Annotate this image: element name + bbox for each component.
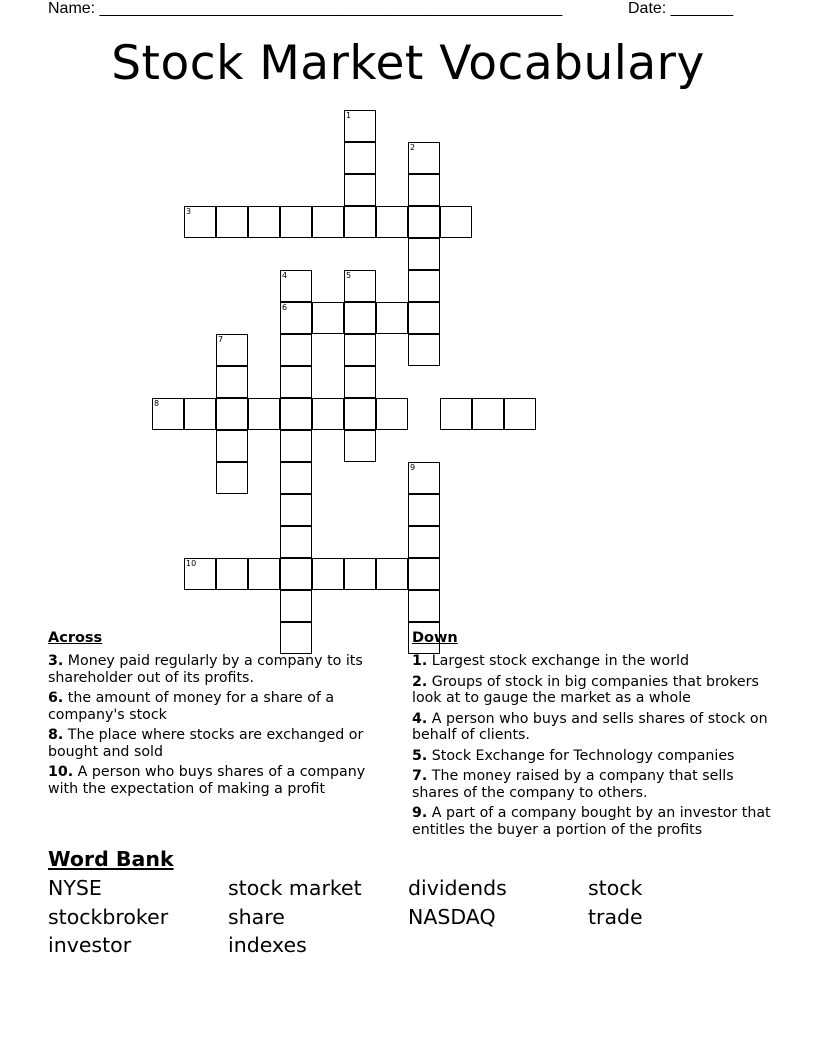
clue-across-10: [48, 764, 388, 797]
grid-cell[interactable]: [280, 366, 312, 398]
word-bank-item: dividends: [408, 876, 507, 900]
grid-cell[interactable]: [376, 302, 408, 334]
grid-cell[interactable]: [344, 270, 376, 302]
clue-text: A part of a company bought by an investor that entitles the buyer a portion of the profits: [412, 805, 771, 838]
grid-cell[interactable]: [408, 142, 440, 174]
word-bank-item: stockbroker: [48, 904, 169, 929]
grid-cell[interactable]: [216, 398, 248, 430]
word-bank-item: NASDAQ: [408, 904, 496, 929]
cell-number: 5: [346, 271, 352, 280]
cell-number: 6: [282, 303, 288, 312]
grid-cell[interactable]: [312, 398, 344, 430]
grid-cell[interactable]: [184, 206, 216, 238]
grid-cell[interactable]: [376, 206, 408, 238]
grid-cell[interactable]: [280, 430, 312, 462]
grid-cell[interactable]: [376, 558, 408, 590]
grid-cell[interactable]: [376, 398, 408, 430]
word-bank-item: investor: [48, 933, 132, 957]
grid-cell[interactable]: [280, 398, 312, 430]
grid-cell[interactable]: [216, 206, 248, 238]
word-bank-list: [48, 876, 768, 958]
clue-number: 3.: [48, 653, 64, 669]
grid-cell[interactable]: [248, 398, 280, 430]
word-bank-item: stock: [588, 876, 643, 900]
across-clues: [48, 628, 388, 801]
clue-text: Largest stock exchange in the world: [431, 653, 689, 669]
clue-text: The place where stocks are exchanged or bought and sold: [48, 727, 364, 760]
grid-cell[interactable]: [344, 398, 376, 430]
grid-cell[interactable]: [344, 558, 376, 590]
grid-cell[interactable]: [344, 302, 376, 334]
clue-number: 2.: [412, 673, 428, 690]
clue-number: 1.: [412, 653, 428, 669]
across-heading: Across: [48, 630, 103, 646]
grid-cell[interactable]: [440, 206, 472, 238]
word-bank-item: stock market: [228, 876, 362, 900]
grid-cell[interactable]: [344, 206, 376, 238]
grid-cell[interactable]: [280, 334, 312, 366]
word-bank-item: trade: [588, 904, 643, 929]
clue-across-8: [48, 727, 388, 760]
grid-cell[interactable]: [408, 206, 440, 238]
grid-cell[interactable]: [248, 558, 280, 590]
clue-number: 6.: [48, 690, 64, 706]
clue-number: 4.: [412, 710, 428, 727]
grid-cell[interactable]: [280, 270, 312, 302]
grid-cell[interactable]: [408, 590, 440, 622]
clue-down-2: [412, 674, 772, 707]
word-bank-heading: Word Bank: [48, 847, 174, 871]
grid-cell[interactable]: [280, 590, 312, 622]
clue-number: 9.: [412, 805, 428, 821]
grid-cell[interactable]: [216, 462, 248, 494]
clue-text: Money paid regularly by a company to its shareholder out of its profits.: [48, 653, 363, 686]
grid-cell[interactable]: [408, 462, 440, 494]
grid-cell[interactable]: [408, 526, 440, 558]
grid-cell[interactable]: [408, 334, 440, 366]
grid-cell[interactable]: [408, 558, 440, 590]
clue-across-6: [48, 690, 388, 723]
clue-down-4: [412, 711, 772, 744]
clue-number: 8.: [48, 727, 64, 743]
grid-cell[interactable]: [152, 398, 184, 430]
grid-cell[interactable]: [216, 558, 248, 590]
clue-down-5: [412, 748, 772, 765]
grid-cell[interactable]: [344, 334, 376, 366]
clue-number: 7.: [412, 768, 428, 784]
clue-across-3: [48, 653, 388, 686]
grid-cell[interactable]: [280, 526, 312, 558]
grid-cell[interactable]: [344, 366, 376, 398]
cell-number: 4: [282, 271, 288, 280]
word-bank: [48, 846, 768, 958]
clue-text: the amount of money for a share of a company's stock: [48, 690, 335, 723]
grid-cell[interactable]: [280, 494, 312, 526]
grid-cell[interactable]: [408, 174, 440, 206]
cell-number: 9: [410, 463, 416, 472]
down-heading: Down: [412, 630, 458, 646]
down-clues: [412, 628, 772, 842]
date-field[interactable]: Date: _______: [628, 0, 733, 17]
grid-cell[interactable]: [216, 366, 248, 398]
grid-cell[interactable]: [280, 462, 312, 494]
cell-number: 10: [186, 559, 197, 568]
cell-number: 2: [410, 143, 416, 152]
clue-text: A person who buys and sells shares of stock on behalf of clients.: [412, 710, 768, 743]
grid-cell[interactable]: [280, 558, 312, 590]
grid-cell[interactable]: [216, 334, 248, 366]
clue-number: 5.: [412, 747, 428, 764]
clue-number: 10.: [48, 764, 74, 780]
grid-cell[interactable]: [184, 558, 216, 590]
page-title: Stock Market Vocabulary: [111, 36, 705, 91]
clue-text: A person who buys shares of a company with the expectation of making a profit: [48, 764, 366, 797]
grid-cell[interactable]: [344, 142, 376, 174]
word-bank-item: share: [228, 904, 285, 929]
word-bank-item: NYSE: [48, 876, 102, 900]
grid-cell[interactable]: [312, 206, 344, 238]
grid-cell[interactable]: [344, 110, 376, 142]
clue-text: Groups of stock in big companies that brokers look at to gauge the market as a whole: [412, 673, 759, 706]
grid-cell[interactable]: [312, 302, 344, 334]
name-field[interactable]: Name: ____________________________________________________: [48, 0, 563, 17]
cell-number: 7: [218, 335, 224, 344]
clue-down-1: [412, 653, 772, 670]
grid-cell[interactable]: [408, 302, 440, 334]
word-bank-item: indexes: [228, 933, 307, 957]
grid-cell[interactable]: [280, 302, 312, 334]
grid-cell[interactable]: [312, 558, 344, 590]
grid-cell[interactable]: [216, 430, 248, 462]
cell-number: 3: [186, 207, 192, 216]
cell-number: 1: [346, 111, 352, 120]
grid-cell[interactable]: [472, 398, 504, 430]
grid-cell[interactable]: [344, 430, 376, 462]
clue-down-9: [412, 805, 772, 838]
grid-cell[interactable]: [408, 494, 440, 526]
grid-cell[interactable]: [344, 174, 376, 206]
grid-cell[interactable]: [504, 398, 536, 430]
clue-text: Stock Exchange for Technology companies: [431, 747, 735, 764]
clue-text: The money raised by a company that sells shares of the company to others.: [412, 768, 734, 801]
grid-cell[interactable]: [280, 206, 312, 238]
grid-cell[interactable]: [440, 398, 472, 430]
cell-number: 8: [154, 399, 160, 408]
grid-cell[interactable]: [408, 238, 440, 270]
grid-cell[interactable]: [248, 206, 280, 238]
clue-down-7: [412, 768, 772, 801]
grid-cell[interactable]: [408, 270, 440, 302]
grid-cell[interactable]: [184, 398, 216, 430]
